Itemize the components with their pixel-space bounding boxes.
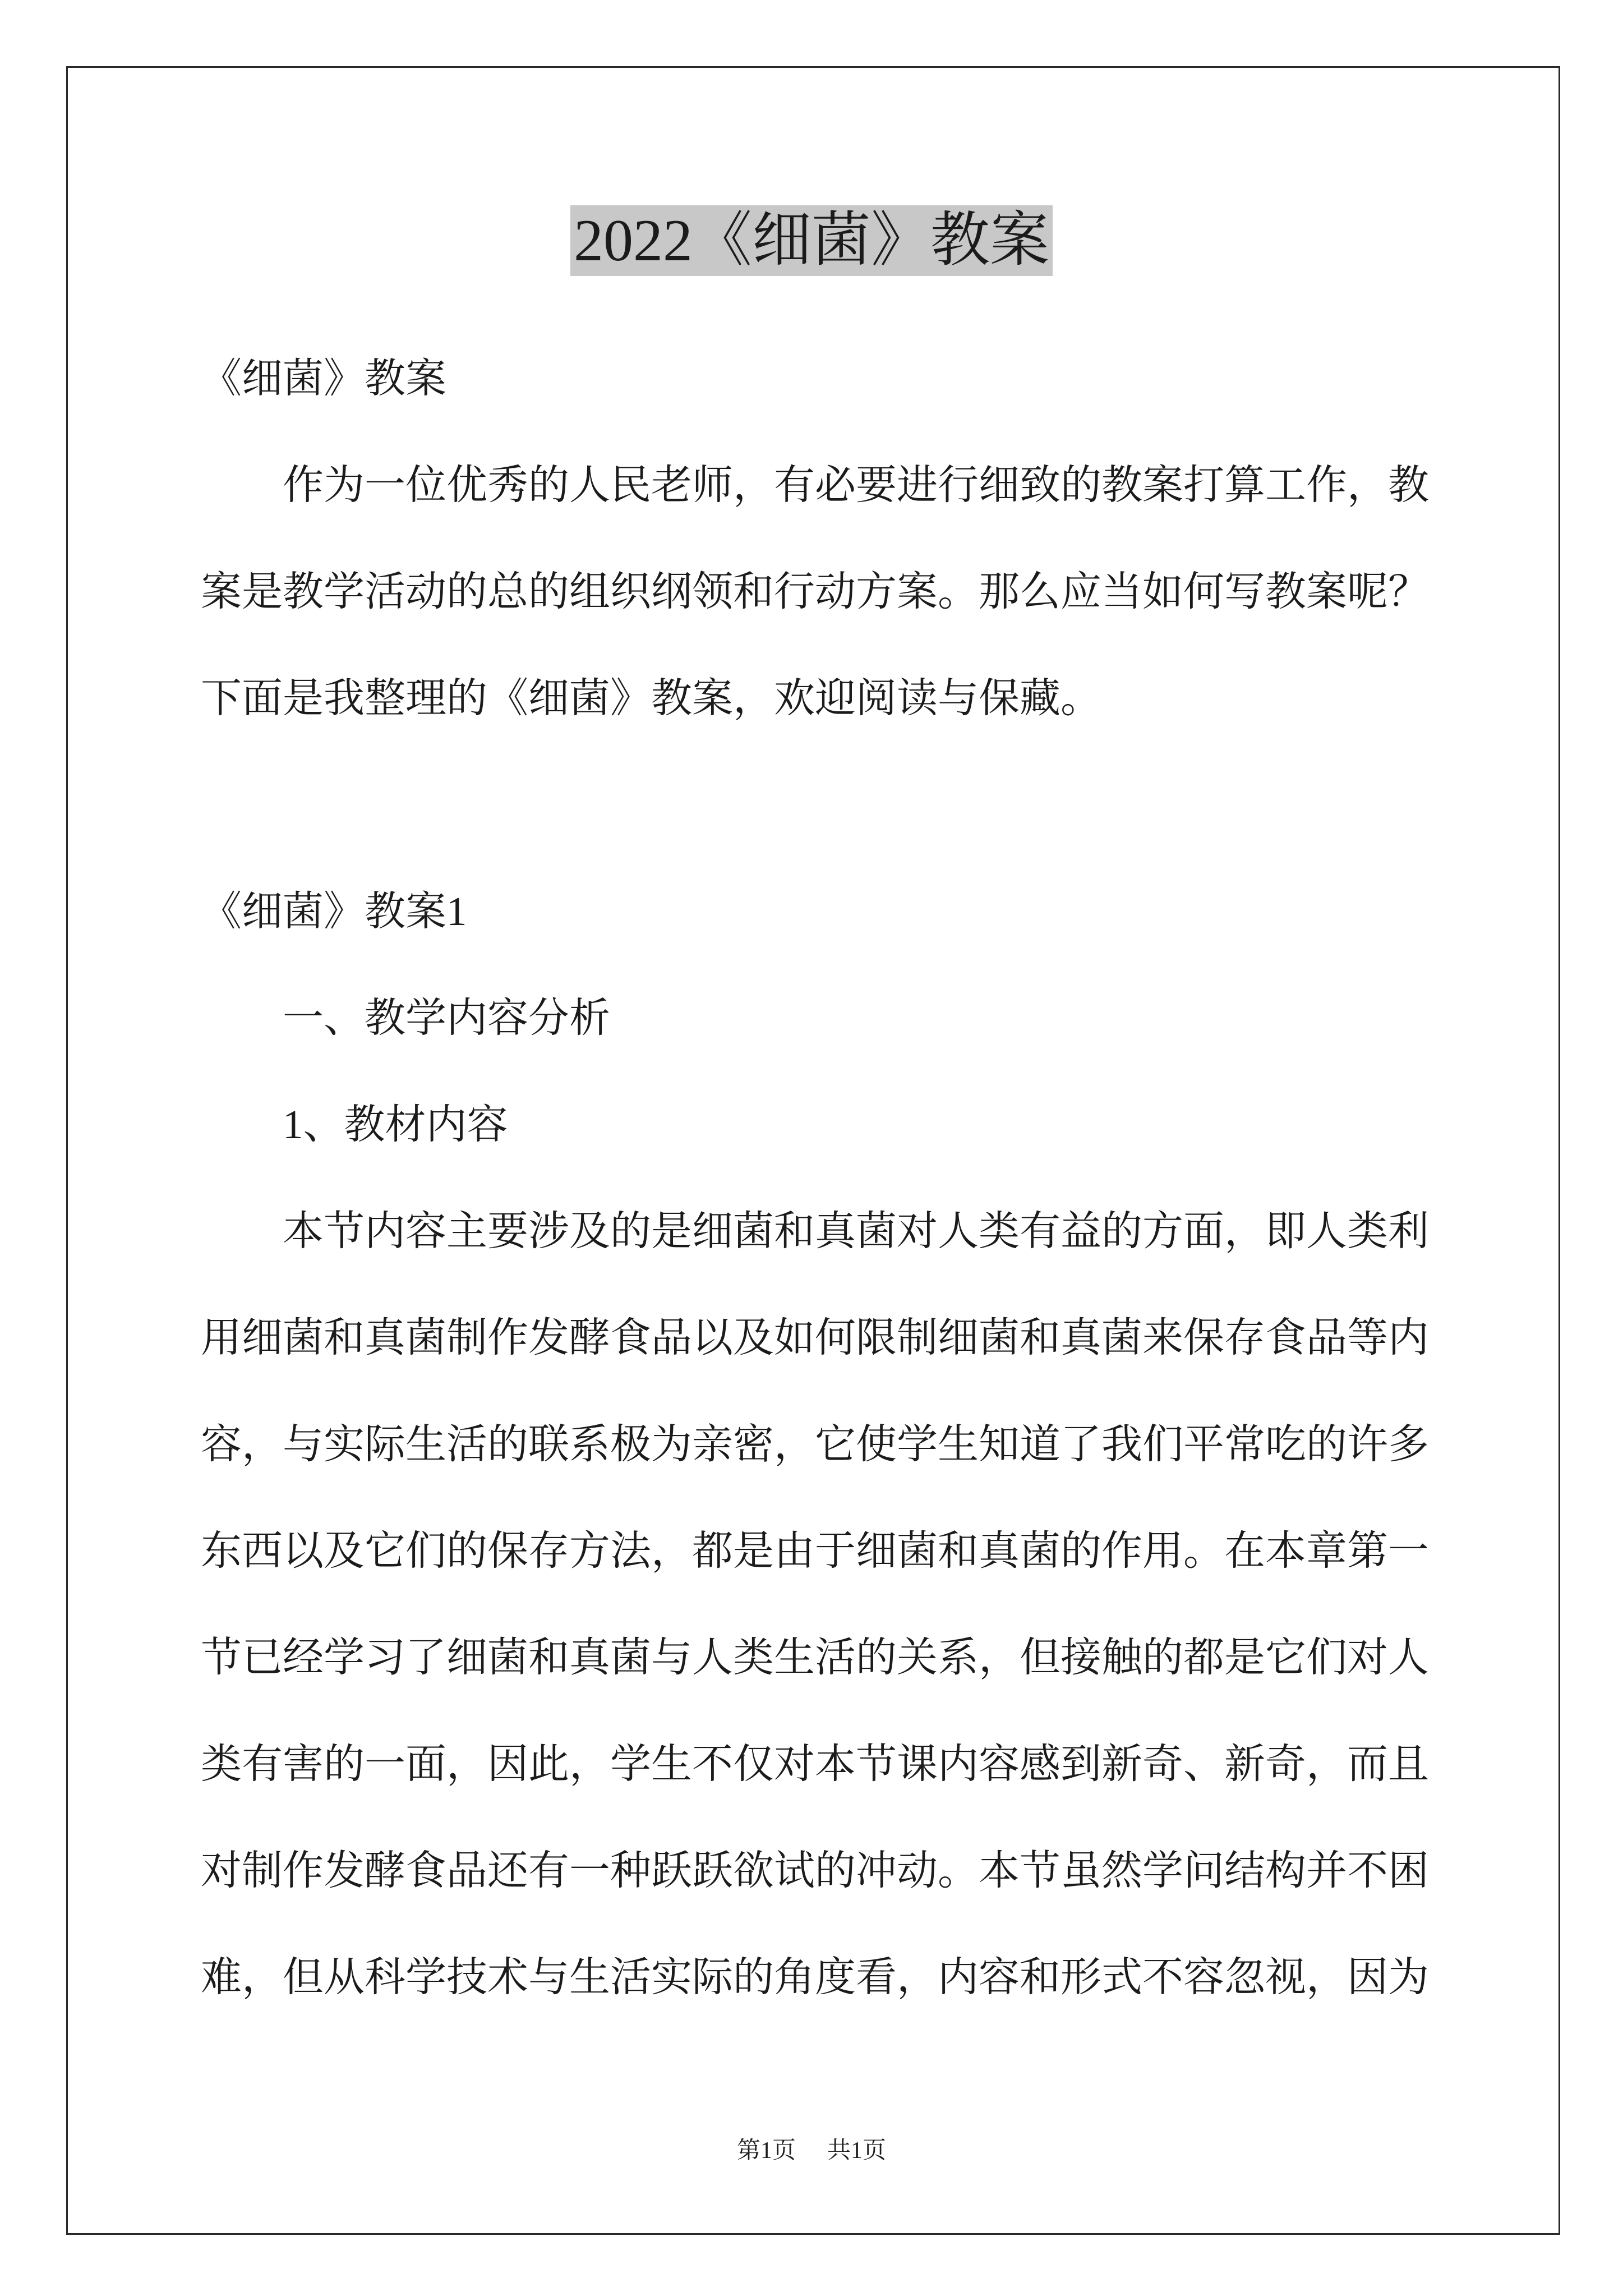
body-paragraph-line: 类有害的一面，因此，学生不仅对本节课内容感到新奇、新奇，而且 <box>201 1741 1429 1787</box>
page-footer <box>0 2136 1623 2165</box>
document-heading: 《细菌》教案 <box>201 356 446 401</box>
body-paragraph-line: 用细菌和真菌制作发酵食品以及如何限制细菌和真菌来保存食品等内 <box>201 1315 1429 1360</box>
paragraph-spacer <box>201 752 1429 858</box>
document-body <box>201 325 1429 2031</box>
body-paragraph-line: 节已经学习了细菌和真菌与人类生活的关系，但接触的都是它们对人 <box>201 1635 1429 1680</box>
subheading-analysis: 一、教学内容分析 <box>283 995 610 1041</box>
body-paragraph-line: 难，但从科学技术与生活实际的角度看，内容和形式不容忽视，因为 <box>201 1954 1429 2000</box>
page-number-current: 第1页 <box>736 2138 796 2164</box>
document-title: 2022《细菌》教案 <box>570 205 1053 276</box>
body-paragraph-line: 东西以及它们的保存方法，都是由于细菌和真菌的作用。在本章第一 <box>201 1528 1429 1573</box>
body-paragraph-line: 容，与实际生活的联系极为亲密，它使学生知道了我们平常吃的许多 <box>201 1421 1429 1467</box>
intro-paragraph-line: 下面是我整理的《细菌》教案，欢迎阅读与保藏。 <box>201 675 1101 721</box>
page-number-total: 共1页 <box>827 2138 887 2164</box>
section-title: 《细菌》教案1 <box>201 889 467 934</box>
body-paragraph-line: 本节内容主要涉及的是细菌和真菌对人类有益的方面，即人类利 <box>283 1208 1429 1254</box>
intro-paragraph-line: 作为一位优秀的人民老师，有必要进行细致的教案打算工作，教 <box>283 462 1429 508</box>
title-container <box>0 205 1623 276</box>
body-paragraph-line: 对制作发酵食品还有一种跃跃欲试的冲动。本节虽然学问结构并不困 <box>201 1848 1429 1893</box>
intro-paragraph-line: 案是教学活动的总的组织纲领和行动方案。那么应当如何写教案呢？ <box>201 569 1429 614</box>
subheading-materials: 1、教材内容 <box>283 1102 508 1147</box>
